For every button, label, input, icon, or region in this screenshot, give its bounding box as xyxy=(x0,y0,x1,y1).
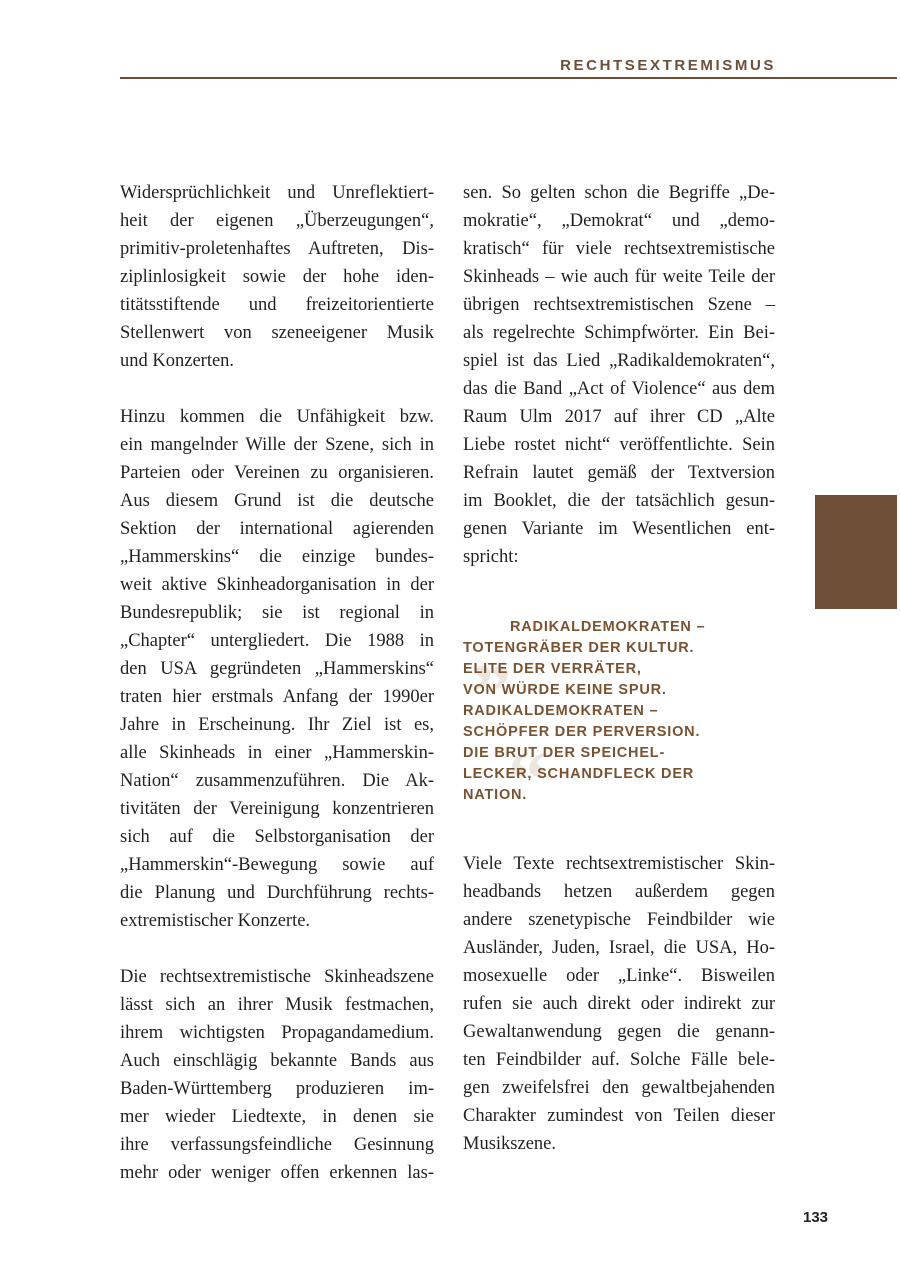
body-text-line: Parteien oder Vereinen zu organisieren. xyxy=(120,463,434,483)
paragraph-gap xyxy=(120,375,434,403)
body-text-line: kratisch“ für viele rechtsextremistische xyxy=(463,239,775,259)
body-text-line: ihrem wichtigsten Propagandamedium. xyxy=(120,1023,434,1043)
right-text-column-top xyxy=(463,179,775,571)
body-text-line: Raum Ulm 2017 auf ihrer CD „Alte xyxy=(463,407,775,427)
body-text-line: ein mangelnder Wille der Szene, sich in xyxy=(120,435,434,455)
quote-line: RADIKALDEMOKRATEN – xyxy=(510,619,706,635)
quote-line: TOTENGRÄBER DER KULTUR. xyxy=(463,640,695,656)
body-text-line: Sektion der international agierenden xyxy=(120,519,434,539)
quote-line: LECKER, SCHANDFLECK DER xyxy=(463,766,695,782)
body-text-line: heit der eigenen „Überzeugungen“, xyxy=(120,211,434,231)
body-text-line: tivitäten der Vereinigung konzentrieren xyxy=(120,799,434,819)
body-text-line: ziplinlosigkeit sowie der hohe iden- xyxy=(120,267,434,287)
body-text-line: sich auf die Selbstorganisation der xyxy=(120,827,434,847)
body-text-line: Viele Texte rechtsextremistischer Skin- xyxy=(463,854,775,874)
body-text-line: ten Feindbilder auf. Solche Fälle bele- xyxy=(463,1050,775,1070)
quote-line: RADIKALDEMOKRATEN – xyxy=(463,703,659,719)
header-rule xyxy=(120,77,897,79)
body-text-line: rufen sie auch direkt oder indirekt zur xyxy=(463,994,775,1014)
body-text-line: Ausländer, Juden, Israel, die USA, Ho- xyxy=(463,938,775,958)
body-text-line: andere szenetypische Feindbilder wie xyxy=(463,910,775,930)
body-text-line: spiel ist das Lied „Radikaldemokraten“, xyxy=(463,351,775,371)
body-text-line: Gewaltanwendung gegen die genann- xyxy=(463,1022,775,1042)
body-text-line: das die Band „Act of Violence“ aus dem xyxy=(463,379,775,399)
quote-line: VON WÜRDE KEINE SPUR. xyxy=(463,682,667,698)
body-text-line: übrigen rechtsextremistischen Szene – xyxy=(463,295,775,315)
body-text-line: Charakter zumindest von Teilen dieser xyxy=(463,1106,775,1126)
body-text-line: extremistischer Konzerte. xyxy=(120,911,311,931)
body-text-line: Bundesrepublik; sie ist regional in xyxy=(120,603,434,623)
body-text-line: mokratie“, „Demokrat“ und „demo- xyxy=(463,211,775,231)
body-text-line: gen zweifelsfrei den gewaltbejahenden xyxy=(463,1078,775,1098)
body-text-line: headbands hetzen außerdem gegen xyxy=(463,882,775,902)
body-text-line: „Hammerskins“ die einzige bundes- xyxy=(120,547,434,567)
body-text-line: und Konzerten. xyxy=(120,351,235,371)
body-text-line: Stellenwert von szeneeigener Musik xyxy=(120,323,434,343)
body-text-line: „Hammerskin“-Bewegung sowie auf xyxy=(120,855,434,875)
quote-line: NATION. xyxy=(463,787,528,803)
page-number: 133 xyxy=(803,1209,829,1226)
body-text-line: Nation“ zusammenzuführen. Die Ak- xyxy=(120,771,434,791)
quote-line: DIE BRUT DER SPEICHEL- xyxy=(463,745,666,761)
body-text-line: Auch einschlägig bekannte Bands aus xyxy=(120,1051,434,1071)
body-text-line: mehr oder weniger offen erkennen las- xyxy=(120,1163,434,1183)
body-text-line: alle Skinheads in einer „Hammerskin- xyxy=(120,743,434,763)
body-text-line: Liebe rostet nicht“ veröffentlichte. Sein xyxy=(463,435,775,455)
body-text-line: „Chapter“ untergliedert. Die 1988 in xyxy=(120,631,434,651)
body-text-line: genen Variante im Wesentlichen ent- xyxy=(463,519,775,539)
body-text-line: lässt sich an ihrer Musik festmachen, xyxy=(120,995,434,1015)
chapter-thumb-tab xyxy=(815,495,897,609)
body-text-line: den USA gegründeten „Hammerskins“ xyxy=(120,659,434,679)
body-text-line: mer wieder Liedtexte, in denen sie xyxy=(120,1107,434,1127)
quote-line: ELITE DER VERRÄTER, xyxy=(463,661,642,677)
body-text-line: sen. So gelten schon die Begriffe „De- xyxy=(463,183,775,203)
body-text-line: Widersprüchlichkeit und Unreflektiert- xyxy=(120,183,434,203)
song-lyrics-quote xyxy=(463,617,763,806)
body-text-line: Jahre in Erscheinung. Ihr Ziel ist es, xyxy=(120,715,434,735)
body-text-line: Die rechtsextremistische Skinheadszene xyxy=(120,967,434,987)
body-text-line: Musikszene. xyxy=(463,1134,556,1154)
body-text-line: Aus diesem Grund ist die deutsche xyxy=(120,491,434,511)
body-text-line: titätsstiftende und freizeitorientierte xyxy=(120,295,434,315)
body-text-line: ihre verfassungsfeindliche Gesinnung xyxy=(120,1135,434,1155)
right-text-column-bottom xyxy=(463,850,775,1158)
body-text-line: Skinheads – wie auch für weite Teile der xyxy=(463,267,775,287)
body-text-line: mosexuelle oder „Linke“. Bisweilen xyxy=(463,966,775,986)
left-text-column xyxy=(120,179,434,1187)
body-text-line: primitiv-proletenhaftes Auftreten, Dis- xyxy=(120,239,434,259)
quote-line: SCHÖPFER DER PERVERSION. xyxy=(463,724,701,740)
body-text-line: die Planung und Durchführung rechts- xyxy=(120,883,434,903)
quote-open-mark-icon: „ xyxy=(472,608,512,696)
quote-close-mark-icon: “ xyxy=(508,736,548,824)
body-text-line: Hinzu kommen die Unfähigkeit bzw. xyxy=(120,407,434,427)
running-header-title: RECHTSEXTREMISMUS xyxy=(560,57,776,74)
body-text-line: weit aktive Skinheadorganisation in der xyxy=(120,575,434,595)
body-text-line: Baden-Württemberg produzieren im- xyxy=(120,1079,434,1099)
body-text-line: als regelrechte Schimpfwörter. Ein Bei- xyxy=(463,323,775,343)
paragraph-gap xyxy=(120,935,434,963)
body-text-line: im Booklet, die der tatsächlich gesun- xyxy=(463,491,775,511)
body-text-line: spricht: xyxy=(463,547,519,567)
body-text-line: Refrain lautet gemäß der Textversion xyxy=(463,463,775,483)
body-text-line: traten hier erstmals Anfang der 1990er xyxy=(120,687,434,707)
